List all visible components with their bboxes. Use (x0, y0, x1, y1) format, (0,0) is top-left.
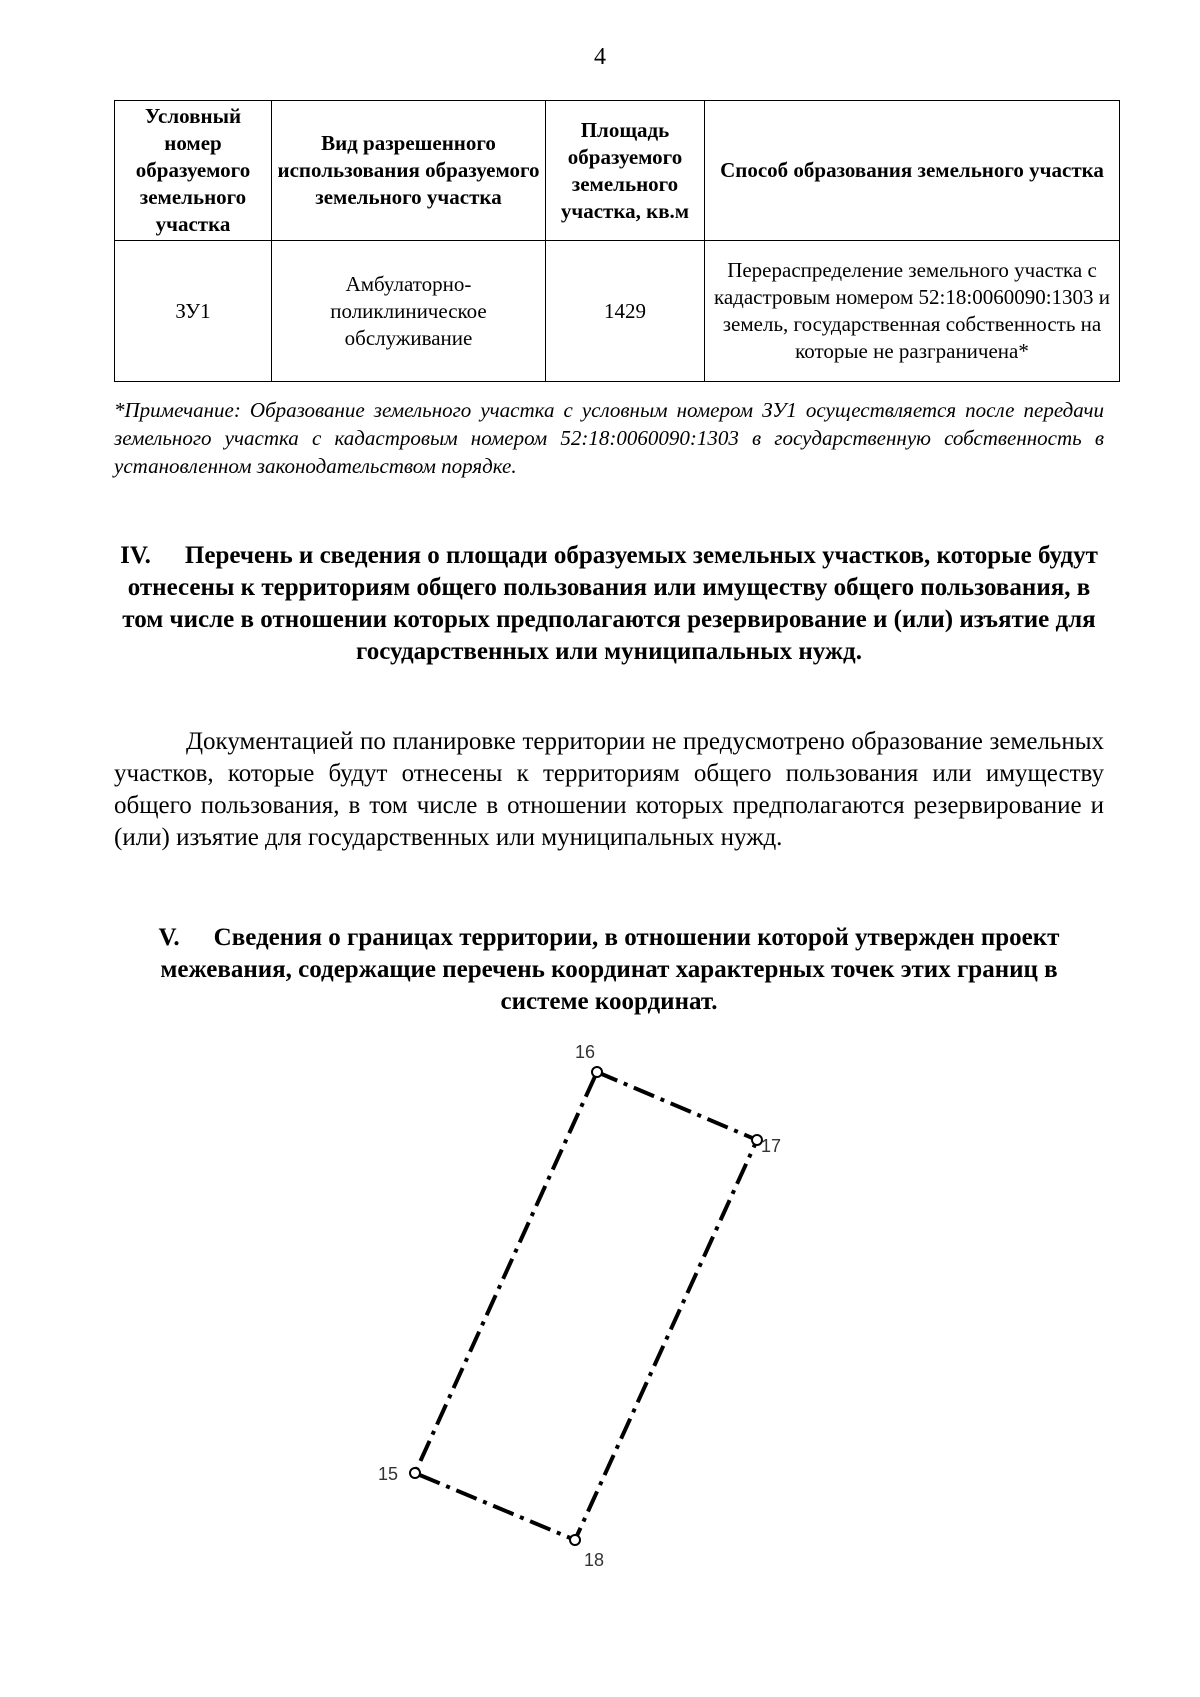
header-permitted-use: Вид разрешенного использования образуемого земельного участка (272, 101, 546, 241)
table-footnote: *Примечание: Образование земельного участка с условным номером ЗУ1 осуществляется после передачи земельного участка с кадастровым номером 52:18:0060090:1303 в государственную собственность в установленном законодательством порядке. (114, 398, 1104, 478)
point-18-label: 18 (584, 1550, 605, 1570)
section-v-title: Сведения о границах территории, в отношении которой утвержден проект межевания, содержащие перечень координат характерных точек этих границ в системе координат. (160, 924, 1060, 1015)
boundary-plan (360, 1030, 820, 1570)
point-16-label: 16 (575, 1042, 596, 1062)
table-row (115, 241, 1120, 382)
parcel-table (114, 100, 1120, 382)
point-18-marker (570, 1535, 580, 1545)
section-v-heading (114, 922, 1104, 1018)
cell-permitted-use: Амбулаторно-поликлиническое обслуживание (272, 241, 546, 382)
table-header-row (115, 101, 1120, 241)
cell-conditional-number: ЗУ1 (115, 241, 272, 382)
section-iv-text: Документацией по планировке территории не предусмотрено образование земельных участков, которые будут отнесены к территориям общего пользования или имуществу общего пользования, в том числе в отношении которых предполагаются резервирование и (или) изъятие для государственных или муниципальных нужд. (114, 728, 1104, 851)
page-number: 4 (594, 44, 606, 70)
cell-formation-method: Перераспределение земельного участка с кадастровым номером 52:18:0060090:1303 и земель, государственная собственность на которые не разграничена* (705, 241, 1120, 382)
section-iv-number: IV. (120, 542, 151, 569)
point-16-marker (592, 1067, 602, 1077)
header-formation-method: Способ образования земельного участка (705, 101, 1120, 241)
header-conditional-number: Условный номер образуемого земельного участка (115, 101, 272, 241)
section-iv-title: Перечень и сведения о площади образуемых земельных участков, которые будут отнесены к территориям общего пользования или имуществу общего пользования, в том числе в отношении которых предполагаются резервирование и (или) изъятие для государственных или муниципальных нужд. (122, 542, 1098, 665)
section-v-number: V. (158, 924, 180, 951)
section-iv-heading (114, 540, 1104, 668)
point-15-marker (410, 1468, 420, 1478)
point-15-label: 15 (378, 1464, 399, 1484)
point-17-label: 17 (761, 1136, 782, 1156)
header-area: Площадь образуемого земельного участка, кв.м (546, 101, 705, 241)
boundary-polygon (415, 1072, 757, 1540)
cell-area: 1429 (546, 241, 705, 382)
